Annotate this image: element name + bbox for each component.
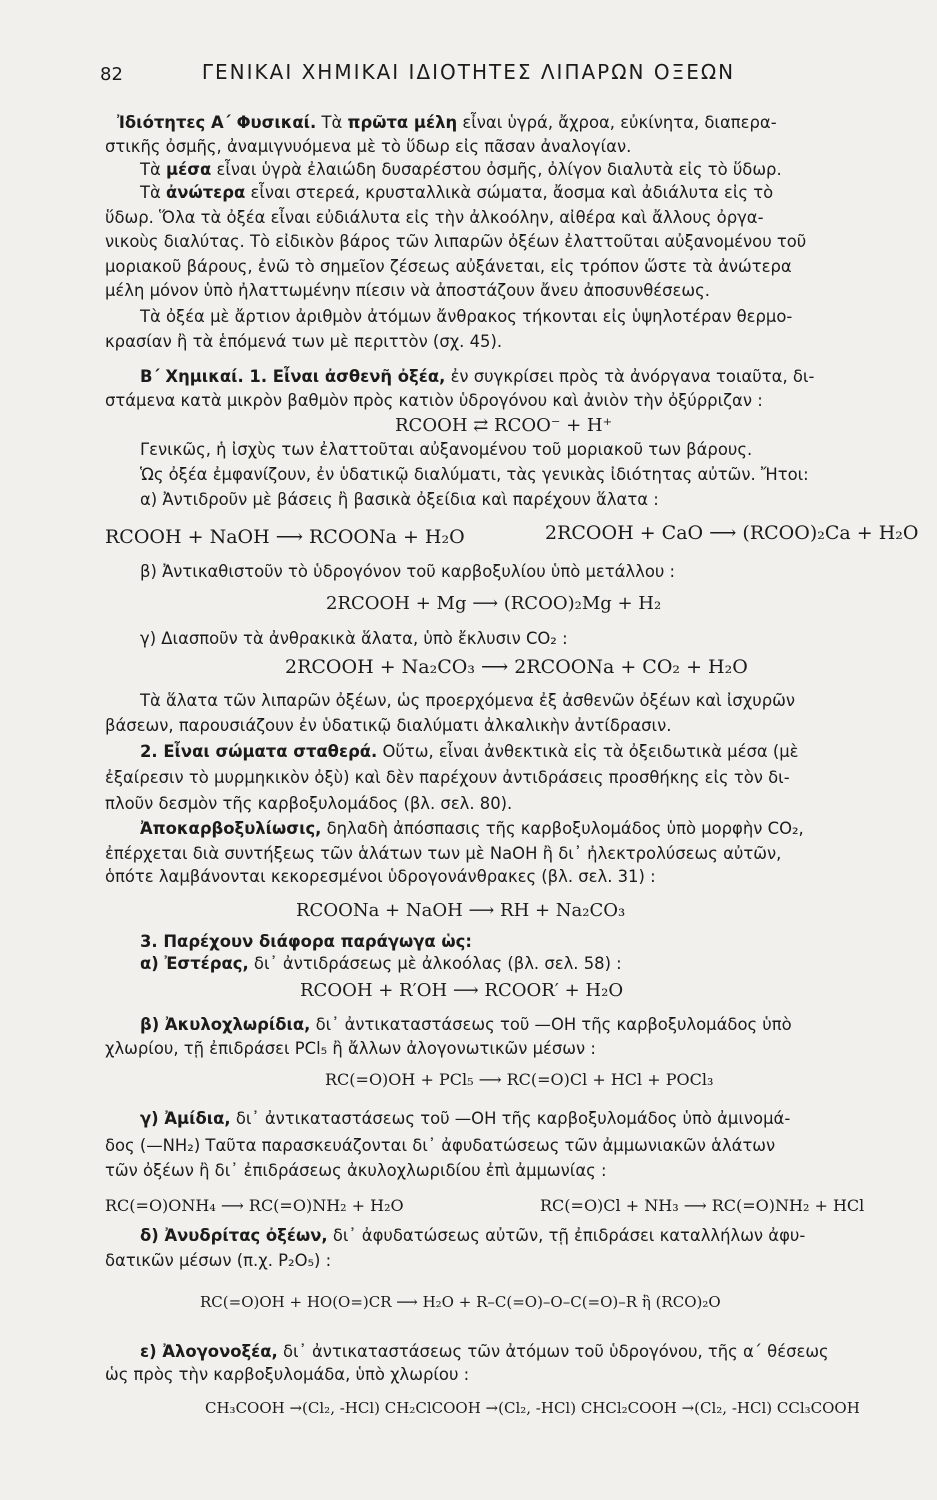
- paragraph-line: β) Ἀντικαθιστοῦν τὸ ὑδρογόνον τοῦ καρβοξυλίου ὑπὸ μετάλλου :: [140, 562, 676, 581]
- paragraph-line: βάσεων, παρουσιάζουν ἐν ὑδατικῷ διαλύματι ἀλκαλικὴν ἀντίδρασιν.: [105, 716, 672, 735]
- paragraph-line: β) Ἀκυλοχλωρίδια, δι᾿ ἀντικαταστάσεως τοῦ —OH τῆς καρβοξυλομάδος ὑπὸ: [140, 1015, 792, 1034]
- paragraph-line: ὡς πρὸς τὴν καρβοξυλομάδα, ὑπὸ χλωρίου :: [105, 1365, 470, 1384]
- running-title: ΓΕΝΙΚΑΙ ΧΗΜΙΚΑΙ ΙΔΙΟΤΗΤΕΣ ΛΙΠΑΡΩΝ ΟΞΕΩΝ: [201, 60, 736, 84]
- paragraph-line: νικοὺς διαλύτας. Τὸ εἰδικὸν βάρος τῶν λιπαρῶν ὀξέων ἐλαττοῦται αὐξανομένου τοῦ: [105, 232, 807, 251]
- paragraph-line: ὁπότε λαμβάνονται κεκορεσμένοι ὑδρογονάνθρακες (βλ. σελ. 31) :: [105, 867, 656, 886]
- paragraph-line: μέλη μόνον ὑπὸ ἠλαττωμένην πίεσιν νὰ ἀποστάζουν ἄνευ ἀποσυνθέσεως.: [105, 281, 710, 300]
- equation-ester: RCOOH + R′OH ⟶ RCOOR′ + H₂O: [300, 980, 624, 1001]
- paragraph-line: δ) Ἀνυδρίτας ὀξέων, δι᾿ ἀφυδατώσεως αὐτῶν, τῇ ἐπιδράσει καταλλήλων ἀφυ-: [140, 1226, 806, 1245]
- section-heading-line: Β΄ Χημικαί. 1. Εἶναι ἀσθενῆ ὀξέα, ἐν συγκρίσει πρὸς τὰ ἀνόργανα τοιαῦτα, δι-: [140, 367, 815, 386]
- paragraph-line: Ἀποκαρβοξυλίωσις, δηλαδὴ ἀπόσπασις τῆς καρβοξυλομάδος ὑπὸ μορφὴν CO₂,: [140, 819, 804, 838]
- paragraph-line: Γενικῶς, ἡ ἰσχὺς των ἐλαττοῦται αὐξανομένου τοῦ μοριακοῦ των βάρους.: [140, 440, 753, 459]
- paragraph-line: δατικῶν μέσων (π.χ. P₂O₅) :: [105, 1251, 332, 1270]
- paragraph-line: γ) Ἀμίδια, δι᾿ ἀντικαταστάσεως τοῦ —OH τῆς καρβοξυλομάδος ὑπὸ ἀμινομά-: [140, 1109, 791, 1128]
- paragraph-line: γ) Διασποῦν τὰ ἀνθρακικὰ ἅλατα, ὑπὸ ἔκλυσιν CO₂ :: [140, 629, 568, 648]
- equation-halogenation: CH₃COOH →(Cl₂, -HCl) CH₂ClCOOH →(Cl₂, -HCl) CHCl₂COOH →(Cl₂, -HCl) CCl₃COOH: [205, 1399, 860, 1417]
- equation-amide-2: RC(=O)Cl + NH₃ ⟶ RC(=O)NH₂ + HCl: [540, 1196, 865, 1215]
- paragraph-line: κρασίαν ἢ τὰ ἑπόμενά των μὲ περιττὸν (σχ. 45).: [105, 332, 503, 351]
- paragraph-line: ἐπέρχεται διὰ συντήξεως τῶν ἁλάτων των μὲ NaOH ἢ δι᾿ ἠλεκτρολύσεως αὐτῶν,: [105, 844, 782, 863]
- equation-amide-1: RC(=O)ONH₄ ⟶ RC(=O)NH₂ + H₂O: [105, 1196, 404, 1215]
- equation-acyl-chloride: RC(=O)OH + PCl₅ ⟶ RC(=O)Cl + HCl + POCl₃: [325, 1070, 714, 1089]
- paragraph-line: ε) Ἀλογονοξέα, δι᾿ ἀντικαταστάσεως τῶν ἀτόμων τοῦ ὑδρογόνου, τῆς α΄ θέσεως: [140, 1342, 829, 1361]
- paragraph-line: Τὰ ἅλατα τῶν λιπαρῶν ὀξέων, ὡς προερχόμενα ἐξ ἀσθενῶν ὀξέων καὶ ἰσχυρῶν: [140, 691, 796, 710]
- paragraph-line: μοριακοῦ βάρους, ἐνῶ τὸ σημεῖον ζέσεως αὐξάνεται, εἰς τρόπον ὥστε τὰ ἀνώτερα: [105, 257, 792, 276]
- paragraph-line: στάμενα κατὰ μικρὸν βαθμὸν πρὸς κατιὸν ὑδρογόνου καὶ ἀνιὸν τὴν ὀξύρριζαν :: [105, 391, 763, 410]
- equation-cao: 2RCOOH + CaO ⟶ (RCOO)₂Ca + H₂O: [545, 522, 919, 544]
- section-heading-line: 3. Παρέχουν διάφορα παράγωγα ὡς:: [140, 932, 472, 951]
- paragraph-line: τῶν ὀξέων ἢ δι᾿ ἐπιδράσεως ἀκυλοχλωριδίου ἐπὶ ἀμμωνίας :: [105, 1161, 607, 1180]
- paragraph-line: Τὰ ἀνώτερα εἶναι στερεά, κρυσταλλικὰ σώματα, ἄοσμα καὶ ἀδιάλυτα εἰς τὸ: [140, 183, 774, 202]
- equation-carbonate: 2RCOOH + Na₂CO₃ ⟶ 2RCOONa + CO₂ + H₂O: [285, 656, 748, 678]
- page-header: [0, 60, 937, 90]
- paragraph-line: Τὰ μέσα εἶναι ὑγρὰ ἐλαιώδη δυσαρέστου ὀσμῆς, ὀλίγον διαλυτὰ εἰς τὸ ὕδωρ.: [140, 160, 782, 179]
- paragraph-line: Ὡς ὀξέα ἐμφανίζουν, ἐν ὑδατικῷ διαλύματι, τὰς γενικὰς ἰδιότητας αὐτῶν. Ἤτοι:: [140, 465, 809, 484]
- paragraph-line: Ἰδιότητες Α΄ Φυσικαί. Τὰ πρῶτα μέλη εἶναι ὑγρά, ἄχροα, εὐκίνητα, διαπερα-: [117, 113, 777, 132]
- equation-anhydride: RC(=O)OH + HO(O=)CR ⟶ H₂O + R–C(=O)–O–C(=O)–R ἢ (RCO)₂O: [200, 1293, 721, 1311]
- equation-ionization: RCOOH ⇄ RCOO⁻ + H⁺: [395, 415, 613, 436]
- paragraph-line: Τὰ ὀξέα μὲ ἄρτιον ἀριθμὸν ἀτόμων ἄνθρακος τήκονται εἰς ὑψηλοτέραν θερμο-: [140, 307, 793, 326]
- paragraph-line: ἐξαίρεσιν τὸ μυρμηκικὸν ὀξὺ) καὶ δὲν παρέχουν ἀντιδράσεις προσθήκης εἰς τὸν δι-: [105, 768, 790, 787]
- paragraph-line: στικῆς ὀσμῆς, ἀναμιγνυόμενα μὲ τὸ ὕδωρ εἰς πᾶσαν ἀναλογίαν.: [105, 137, 632, 156]
- page-number: 82: [100, 64, 123, 85]
- paragraph-line: α) Ἀντιδροῦν μὲ βάσεις ἢ βασικὰ ὀξείδια καὶ παρέχουν ἅλατα :: [140, 490, 659, 509]
- paragraph-line: α) Ἐστέρας, δι᾿ ἀντιδράσεως μὲ ἀλκοόλας (βλ. σελ. 58) :: [140, 954, 622, 973]
- paragraph-line: πλοῦν δεσμὸν τῆς καρβοξυλομάδος (βλ. σελ. 80).: [105, 794, 513, 813]
- paragraph-line: δος (—NH₂) Ταῦτα παρασκευάζονται δι᾿ ἀφυδατώσεως τῶν ἀμμωνιακῶν ἁλάτων: [105, 1136, 776, 1155]
- equation-decarboxylation: RCOONa + NaOH ⟶ RH + Na₂CO₃: [296, 900, 626, 921]
- equation-naoh: RCOOH + NaOH ⟶ RCOONa + H₂O: [105, 526, 465, 548]
- paragraph-line: ὕδωρ. Ὅλα τὰ ὀξέα εἶναι εὐδιάλυτα εἰς τὴν ἀλκοόλην, αἰθέρα καὶ ἄλλους ὀργα-: [105, 208, 764, 227]
- equation-mg: 2RCOOH + Mg ⟶ (RCOO)₂Mg + H₂: [326, 593, 662, 614]
- section-heading-line: 2. Εἶναι σώματα σταθερά. Οὕτω, εἶναι ἀνθεκτικὰ εἰς τὰ ὀξειδωτικὰ μέσα (μὲ: [140, 742, 799, 761]
- paragraph-line: χλωρίου, τῇ ἐπιδράσει PCl₅ ἢ ἄλλων ἀλογονωτικῶν μέσων :: [105, 1039, 596, 1058]
